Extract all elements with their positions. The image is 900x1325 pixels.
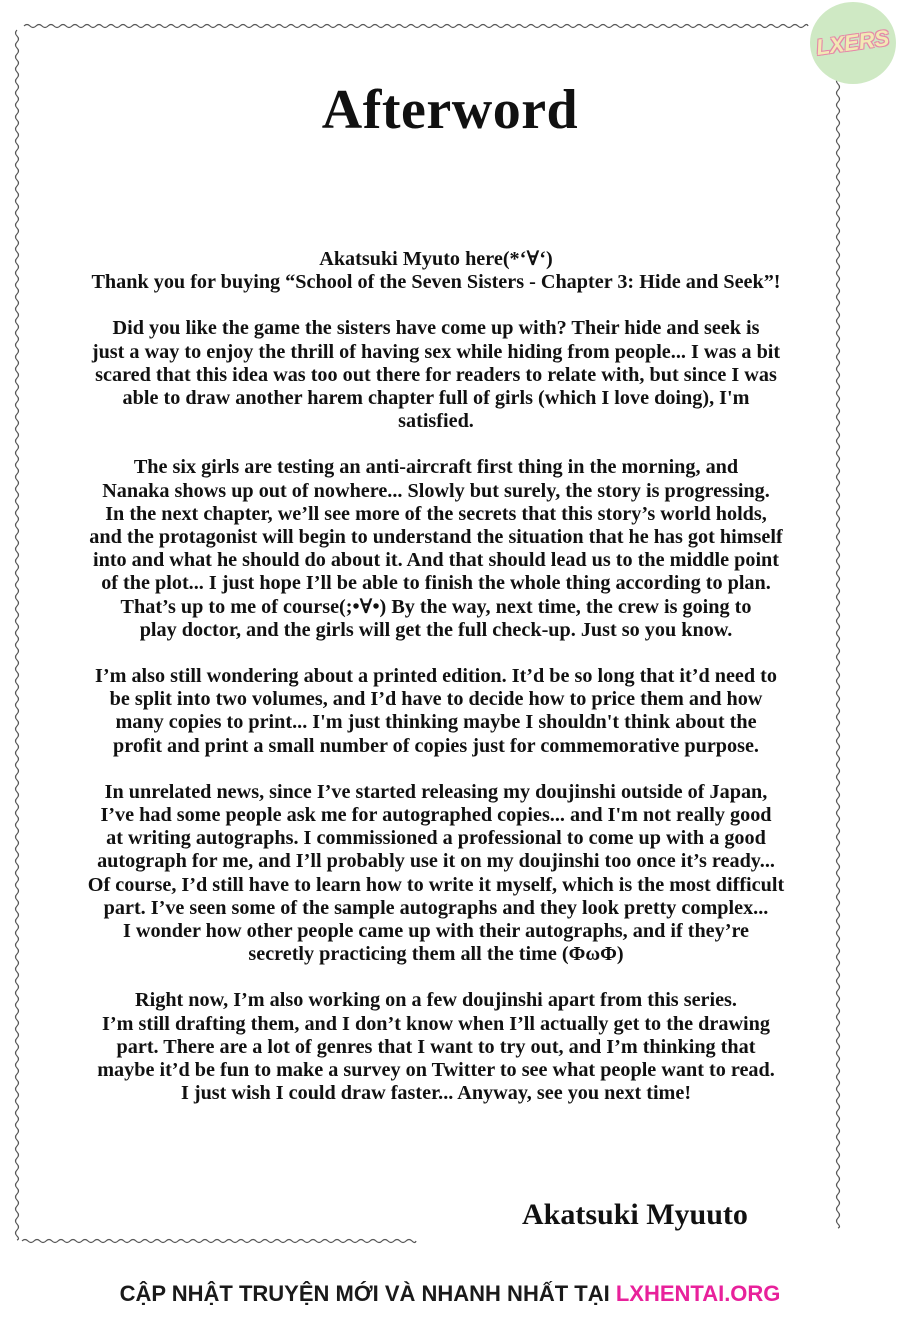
author-signature: Akatsuki Myuuto bbox=[522, 1198, 748, 1231]
afterword-body bbox=[28, 248, 844, 1129]
paragraph bbox=[28, 456, 844, 642]
text-line: I’m also still wondering about a printed edition. It’d be so long that it’d need to bbox=[95, 665, 777, 688]
text-line: secretly practicing them all the time (ΦωΦ) bbox=[248, 943, 624, 966]
paragraph bbox=[28, 317, 844, 433]
text-line: into and what he should do about it. And that should lead us to the middle point bbox=[92, 549, 780, 572]
text-line: Nanaka shows up out of nowhere... Slowly but surely, the story is progressing. bbox=[102, 479, 770, 502]
text-line: Did you like the game the sisters have come up with? Their hide and seek is bbox=[112, 317, 760, 340]
text-line: and the protagonist will begin to understand the situation that he has got himself bbox=[89, 526, 783, 549]
text-line: I’m still drafting them, and I don’t know when I’ll actually get to the drawing bbox=[102, 1012, 770, 1035]
text-line: able to draw another harem chapter full of girls (which I love doing), I'm bbox=[122, 387, 750, 410]
text-line: I wonder how other people came up with their autographs, and if they’re bbox=[122, 920, 750, 943]
text-line: play doctor, and the girls will get the full check-up. Just so you know. bbox=[139, 618, 733, 641]
paragraph bbox=[28, 781, 844, 967]
text-line: maybe it’d be fun to make a survey on Twitter to see what people want to read. bbox=[97, 1059, 775, 1082]
paragraph bbox=[28, 665, 844, 758]
text-line: scared that this idea was too out there for readers to relate with, but since I was bbox=[95, 363, 777, 386]
text-line: many copies to print... I'm just thinking maybe I shouldn't think about the bbox=[115, 711, 757, 734]
text-line: just a way to enjoy the thrill of having sex while hiding from people... I was a bit bbox=[91, 340, 781, 363]
page-title: Afterword bbox=[321, 79, 579, 141]
text-line: at writing autographs. I commissioned a professional to come up with a good bbox=[106, 827, 766, 850]
text-line: In unrelated news, since I’ve started releasing my doujinshi outside of Japan, bbox=[104, 780, 768, 803]
text-line: Akatsuki Myuto here(*‘∀‘) bbox=[319, 248, 553, 270]
text-line: autograph for me, and I’ll probably use it on my doujinshi too once it’s ready... bbox=[97, 850, 775, 873]
footer-banner bbox=[0, 1281, 900, 1307]
text-line: Right now, I’m also working on a few doujinshi apart from this series. bbox=[135, 989, 737, 1012]
text-line: of the plot... I just hope I’ll be able to finish the whole thing according to plan. bbox=[101, 572, 771, 595]
paragraph bbox=[28, 989, 844, 1105]
text-line: In the next chapter, we’ll see more of the secrets that this story’s world holds, bbox=[105, 502, 767, 525]
text-line: profit and print a small number of copies just for commemorative purpose. bbox=[113, 734, 759, 757]
text-line: Of course, I’d still have to learn how to write it myself, which is the most difficult bbox=[87, 873, 785, 896]
text-line: I just wish I could draw faster... Anyway, see you next time! bbox=[180, 1082, 692, 1105]
site-logo bbox=[810, 2, 896, 84]
text-line: Thank you for buying “School of the Seven Sisters - Chapter 3: Hide and Seek”! bbox=[91, 271, 781, 294]
footer-text: CẬP NHẬT TRUYỆN MỚI VÀ NHANH NHẤT TẠI bbox=[119, 1281, 616, 1306]
text-line: I’ve had some people ask me for autographed copies... and I'm not really good bbox=[100, 804, 772, 827]
paragraph bbox=[28, 248, 844, 294]
text-line: The six girls are testing an anti-aircraft first thing in the morning, and bbox=[133, 456, 739, 479]
site-logo-text: LXERS bbox=[814, 25, 891, 60]
text-line: part. I’ve seen some of the sample autographs and they look pretty complex... bbox=[103, 896, 769, 919]
text-line: part. There are a lot of genres that I want to try out, and I’m thinking that bbox=[116, 1035, 756, 1058]
text-line: That’s up to me of course(;•∀•) By the way, next time, the crew is going to bbox=[120, 595, 752, 618]
text-line: be split into two volumes, and I’d have to decide how to price them and how bbox=[109, 688, 763, 711]
footer-site-link[interactable]: LXHENTAI.ORG bbox=[615, 1281, 781, 1306]
text-line: satisfied. bbox=[398, 410, 474, 433]
